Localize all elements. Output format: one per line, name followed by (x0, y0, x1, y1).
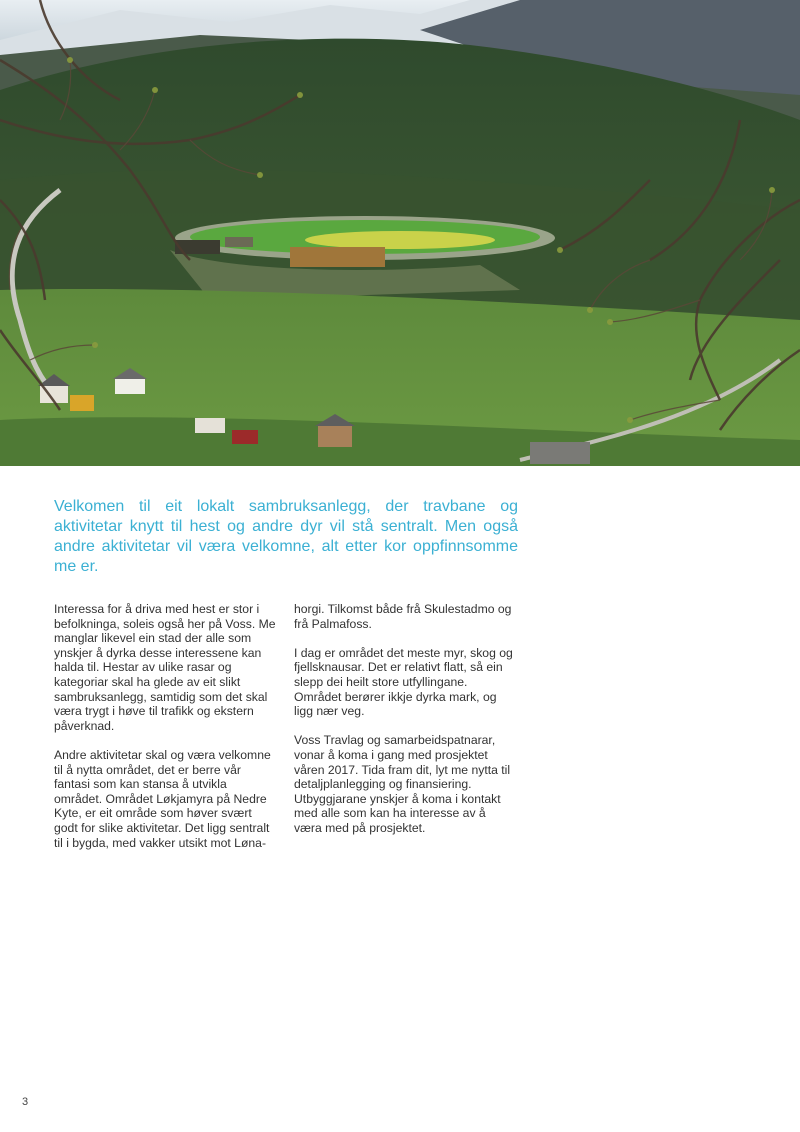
page-number: 3 (22, 1096, 29, 1108)
body-paragraph: Andre aktivitetar skal og væra velkomne til å nytta området, det er berre vår fantasi som kan stansa å utvikla området. Området Løkjamyra på Nedre Kyte, er eit område som høver svært godt for slike aktivitetar. Det ligg sentralt til i bygda, med vakker utsikt mot Løna- (54, 747, 271, 850)
body-paragraph: horgi. Tilkomst både frå Skulestadmo og frå Palmafoss. (294, 602, 512, 631)
landscape-illustration (0, 0, 800, 466)
body-paragraph: Interessa for å driva med hest er stor i befolkninga, soleis også her på Voss. Me manglar likevel ein stad der alle som ynskjer å dyrka desse interessene kan halda til. Hestar av ulike rasar og kategoriar skal ha glede av eit slikt sambruksanlegg, samtidig som det skal væra trygt i høve til trafikk og ekstern påverknad. (54, 602, 276, 733)
hero-photo (0, 0, 800, 466)
body-paragraph: I dag er området det meste myr, skog og fjellsknausar. Det er relativt flatt, så ein slepp dei heilt store utfyllingane. Området berører ikkje dyrka mark, og ligg nær veg. (294, 645, 513, 719)
body-paragraph: Voss Travlag og samarbeidspatnarar, vonar å koma i gang med prosjektet våren 2017. Tida fram dit, lyt me nytta til detaljplanlegging og finansiering. Utbyggjarane ynskjer å koma i kontakt med alle som kan ha interesse av å væra med på prosjektet. (294, 733, 511, 835)
lead-paragraph: Velkomen til eit lokalt sambruksanlegg, der travbane og aktivitetar knytt til hest og andre dyr vil stå sentralt. Men også andre aktivitetar vil væra velkomne, alt etter kor oppfinnsomme me er. (54, 498, 518, 575)
text-column-right (294, 602, 516, 850)
text-column-left (54, 602, 276, 865)
